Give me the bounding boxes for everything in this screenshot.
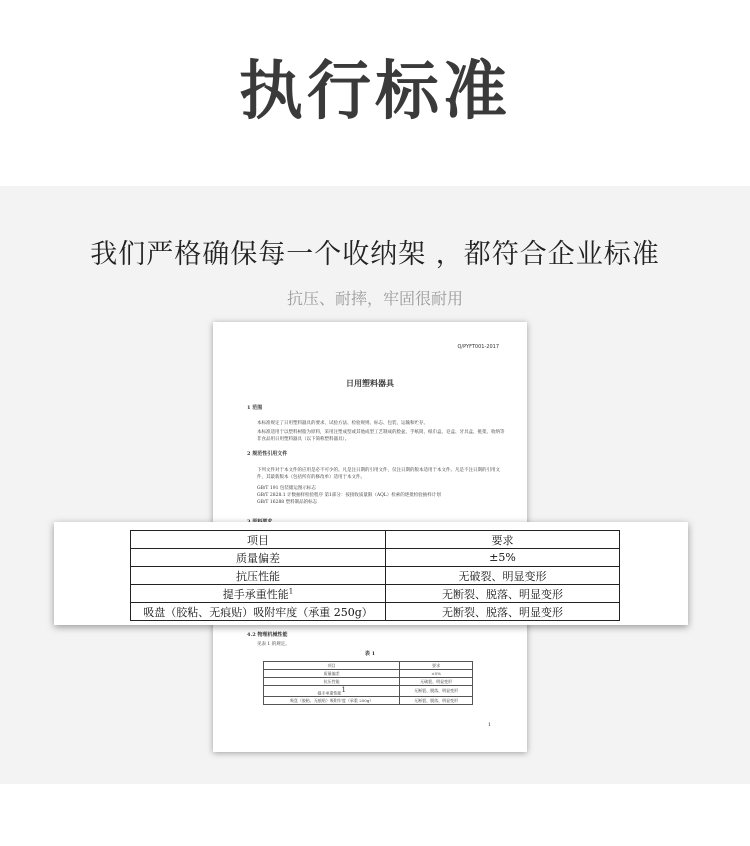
table-header-cell: 项目 [131,531,386,549]
footnote-mark: 1 [288,586,294,595]
table-row [131,567,620,585]
doc-number: Q/PYFT001-2017 [457,344,499,350]
table-label: 表 1 [364,651,376,657]
table-row [131,531,620,549]
section42-text: 见表 1 的规定。 [257,642,290,647]
section1-text2: 本标准适用于以塑料树脂为原料，采用注塑成型或其他成型工艺制成的脸盆、手纸筒、纸巾盒、皂盒、牙具盒、挑架、收纳等非食品用日用塑料器具（以下简称塑料器具）。 [257,430,505,442]
table-cell: 无断裂、脱落、明显变形 [400,697,473,705]
page-title: 执行标准 [239,55,511,129]
cell-text: 提手承重性能 [317,690,342,696]
headline: 我们严格确保每一个收纳架 ，都符合企业标准 [90,239,660,270]
table-cell: 吸盘（胶粘、无痕贴）吸附牢度（承重 250g） [131,603,386,621]
table-cell: ±5% [386,549,620,567]
table-cell: 无断裂、脱落、明显变形 [386,603,620,621]
table-row [264,662,473,670]
section1-text: 本标准规定了日用塑料器具的要求、试验方法、检验规则、标志、包装、运输和贮存。 [257,421,428,426]
table-header-cell: 要求 [400,662,473,670]
table-cell: ±5% [400,670,473,678]
table-cell: 无破裂、明显变形 [400,678,473,686]
section1-heading: 1 范围 [247,405,263,411]
table-cell: 无断裂、脱落、明显变形 [386,585,620,603]
cell-text: 提手承重性能 [222,587,289,601]
table-header-cell: 项目 [264,662,400,670]
mini-spec-table [263,661,473,705]
page-number: 1 [487,722,491,728]
footnote-mark: 1 [341,686,346,694]
table-cell: 无破裂、明显变形 [386,567,620,585]
table-row [131,549,620,567]
table-cell: 吸盘（胶粘、无痕贴）吸附牢度（承重 250g） [264,697,400,705]
section2-text: 下列文件对于本文件的应用是必不可少的。凡是注日期的引用文件，仅注日期的版本适用于本文件。凡是不注日期的引用文件，其最新版本（包括所有的修改单）适用于本文件。 [257,468,500,480]
reference: GB/T 191 包装储运图示标志 [257,486,316,491]
subline: 抗压、耐摔，牢固很耐用 [286,289,463,308]
table-row [264,678,473,686]
table-row [264,670,473,678]
spec-table [130,530,620,621]
doc-title: 日用塑料器具 [346,378,394,388]
reference: GB/T 2828.1 计数抽样检验程序 第1部分：按接收质量限（AQL）检索的逐批检验抽样计划 [257,493,441,498]
table-cell [264,686,400,697]
spec-table-overlay [54,522,688,625]
table-row [264,697,473,705]
table-row [264,686,473,697]
table-row [131,585,620,603]
section2-heading: 2 规范性引用文件 [247,451,288,457]
table-cell [131,585,386,603]
table-cell: 抗压性能 [131,567,386,585]
table-cell: 质量偏差 [264,670,400,678]
reference: GB/T 16288 塑料制品的标志 [257,500,318,505]
section42-heading: 4.2 物理机械性能 [247,632,288,638]
table-row [131,603,620,621]
table-header-cell: 要求 [386,531,620,549]
table-cell: 质量偏差 [131,549,386,567]
table-cell: 抗压性能 [264,678,400,686]
table-cell: 无断裂、脱落、明显变形 [400,686,473,697]
